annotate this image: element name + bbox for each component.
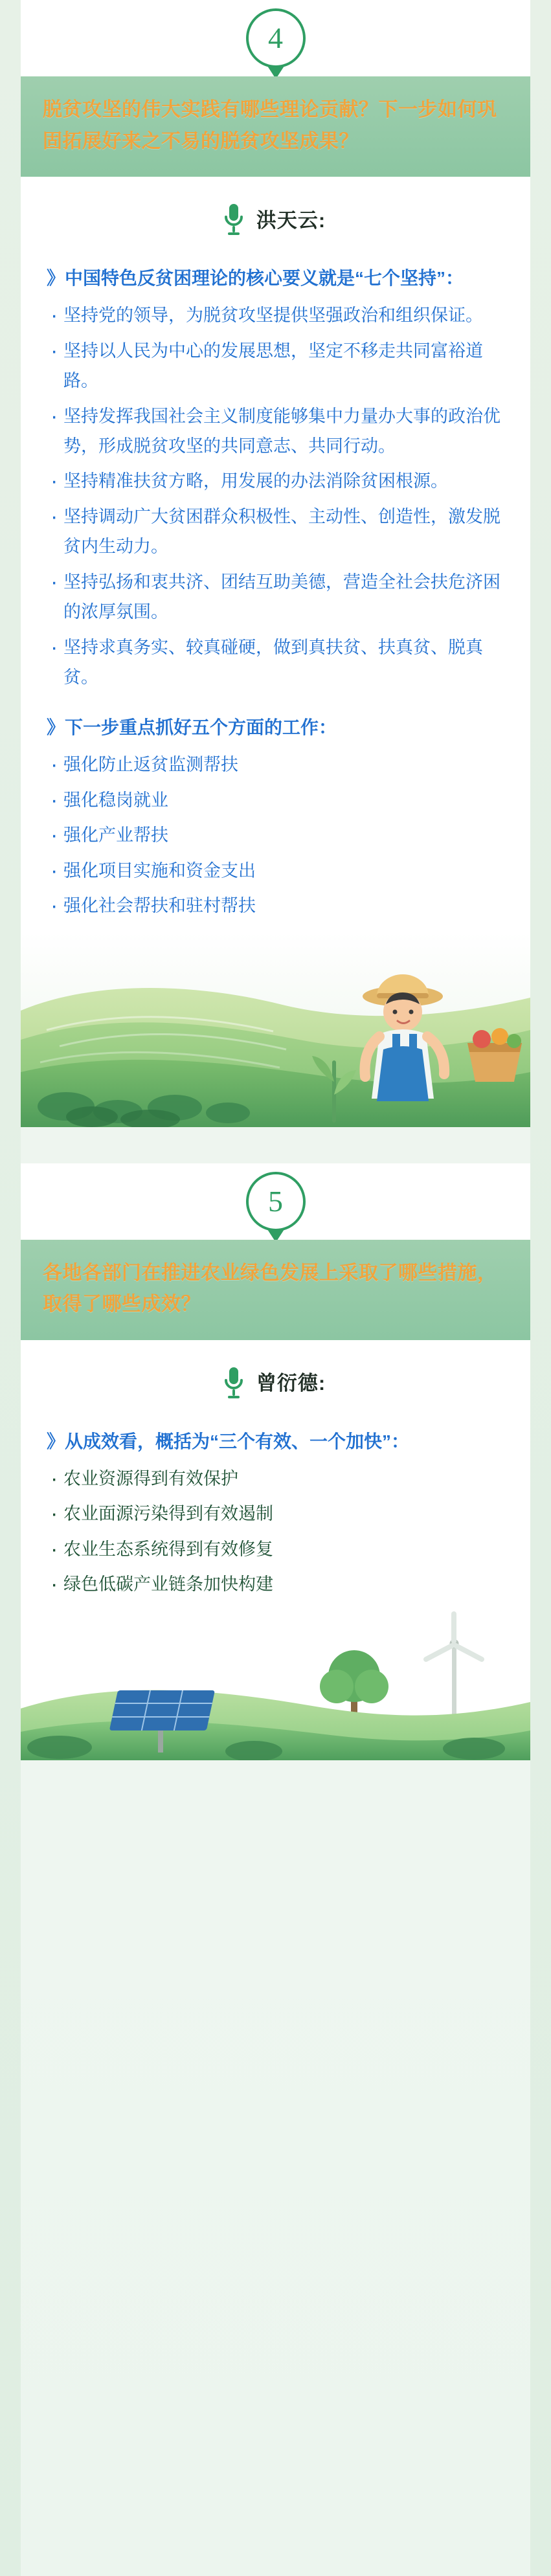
list-item: · 强化产业帮扶 — [47, 820, 504, 850]
list-item: · 强化项目实施和资金支出 — [47, 856, 504, 886]
speaker-name-underline — [254, 231, 331, 237]
bullet-list-1 — [47, 1464, 504, 1600]
list-item: · 农业资源得到有效保护 — [47, 1464, 504, 1494]
bullet-list-1 — [47, 300, 504, 692]
lead-paragraph-1: 》从成效看，概括为“三个有效、一个加快”： — [47, 1431, 410, 1451]
section-5-question-banner — [21, 1240, 530, 1340]
speaker-name: 曾衍德: — [254, 1367, 328, 1398]
section-4-body — [21, 241, 530, 932]
list-item: · 农业生态系统得到有效修复 — [47, 1534, 504, 1564]
lead-paragraph-2: 》下一步重点抓好五个方面的工作： — [47, 717, 337, 738]
list-item: · 坚持以人民为中心的发展思想，坚定不移走共同富裕道路。 — [47, 336, 504, 396]
list-item: · 强化防止返贫监测帮扶 — [47, 750, 504, 779]
section-divider-gap — [21, 1127, 530, 1163]
section-5 — [21, 1163, 530, 1760]
section-5-speaker-row — [21, 1340, 530, 1405]
lead-paragraph-1: 》中国特色反贫困理论的核心要义就是“七个坚持”： — [47, 268, 464, 289]
bullet-list-2 — [47, 750, 504, 921]
list-item: · 坚持求真务实、较真碰硬，做到真扶贫、扶真贫、脱真贫。 — [47, 633, 504, 693]
green-energy-illustration — [21, 1611, 530, 1760]
list-item: · 绿色低碳产业链条加快构建 — [47, 1569, 504, 1599]
microphone-icon — [223, 203, 245, 236]
list-item: · 强化社会帮扶和驻村帮扶 — [47, 891, 504, 921]
section-4-question-banner — [21, 76, 530, 177]
speaker-name: 洪天云: — [254, 204, 328, 236]
section-5-badge-wrap — [21, 1163, 530, 1240]
right-rail — [530, 0, 551, 2576]
bottom-strip — [21, 1760, 530, 1786]
list-item: · 坚持精准扶贫方略，用发展的办法消除贫困根源。 — [47, 466, 504, 496]
section-5-body — [21, 1405, 530, 1611]
list-item: · 强化稳岗就业 — [47, 785, 504, 815]
list-item: · 农业面源污染得到有效遏制 — [47, 1499, 504, 1529]
microphone-icon — [223, 1366, 245, 1400]
list-item: · 坚持调动广大贫困群众积极性、主动性、创造性，激发脱贫内生动力。 — [47, 502, 504, 562]
list-item: · 坚持弘扬和衷共济、团结互助美德，营造全社会扶危济困的浓厚氛围。 — [47, 567, 504, 627]
section-4 — [21, 0, 530, 1127]
list-item: · 坚持党的领导，为脱贫攻坚提供坚强政治和组织保证。 — [47, 300, 504, 330]
question-text: 脱贫攻坚的伟大实践有哪些理论贡献？下一步如何巩固拓展好来之不易的脱贫攻坚成果？ — [43, 99, 497, 152]
section-number-badge: 5 — [246, 1172, 306, 1231]
speaker-name-underline — [254, 1394, 331, 1400]
content-column — [21, 0, 530, 1786]
left-rail — [0, 0, 21, 2576]
farmer-field-illustration — [21, 933, 530, 1127]
section-4-speaker-row — [21, 177, 530, 241]
section-number-badge: 4 — [246, 8, 306, 68]
section-4-badge-wrap — [21, 0, 530, 76]
list-item: · 坚持发挥我国社会主义制度能够集中力量办大事的政治优势，形成脱贫攻坚的共同意志、共同行动。 — [47, 401, 504, 462]
question-text: 各地各部门在推进农业绿色发展上采取了哪些措施，取得了哪些成效？ — [43, 1262, 497, 1316]
